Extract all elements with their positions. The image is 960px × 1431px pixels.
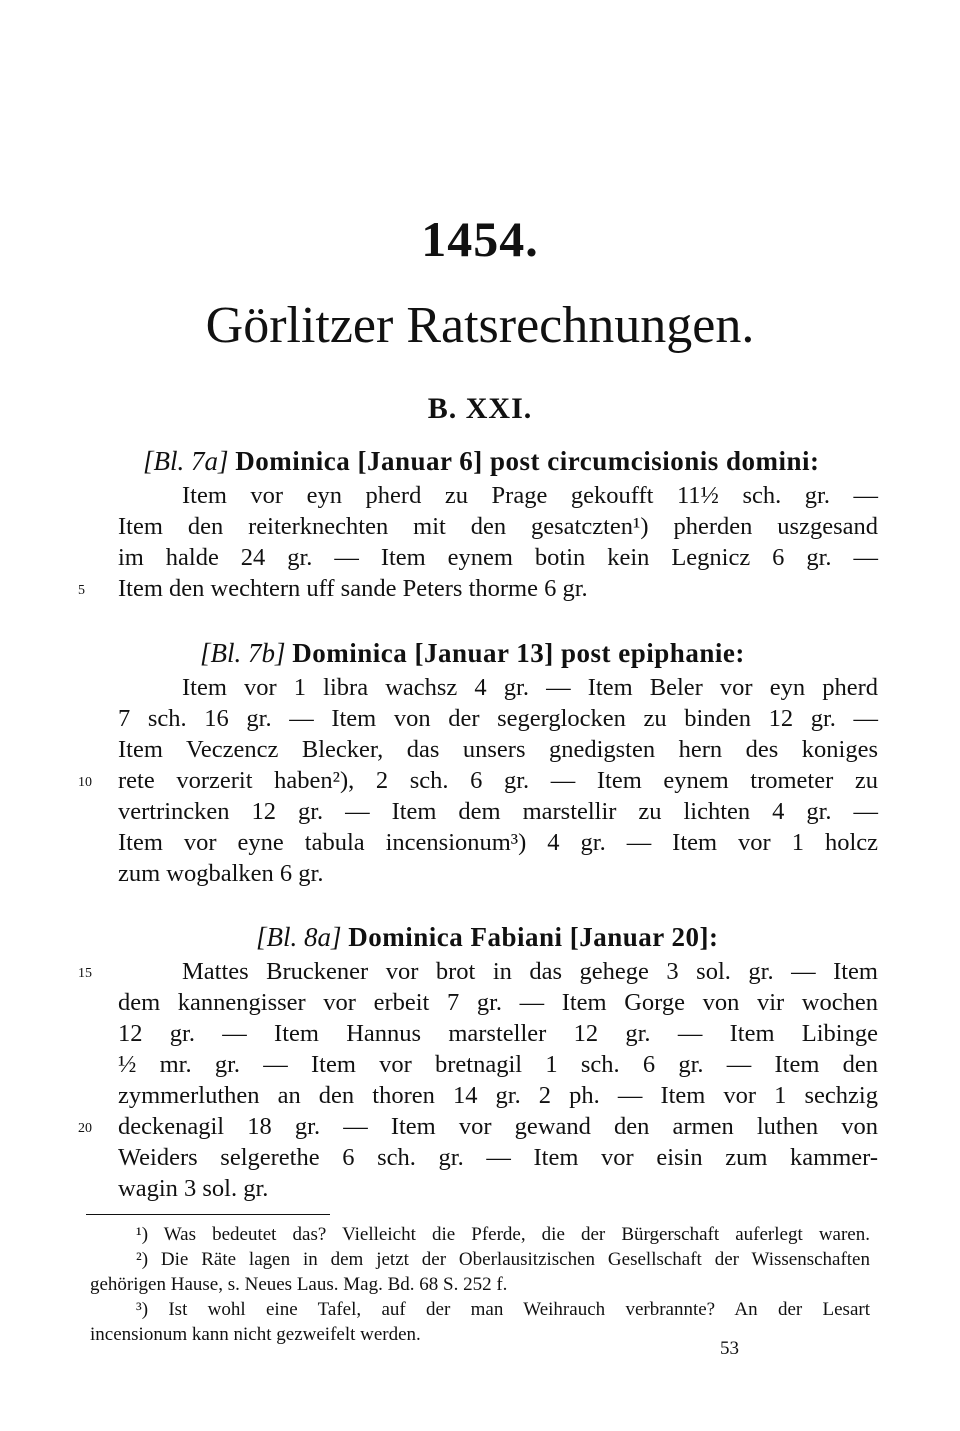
text-line: Item vor eyn pherd zu Prage gekoufft 11½ sch. gr. — [182, 482, 878, 509]
section-bl-7b [78, 638, 878, 889]
text-line: zum wogbalken 6 gr. [118, 860, 324, 887]
text-line: Item Veczencz Blecker, das unsers gnedigsten hern des koniges [118, 736, 878, 763]
page-number: 53 [720, 1338, 739, 1359]
section-heading [118, 922, 878, 956]
text-line: dem kannengisser vor erbeit 7 gr. — Item Gorge von vir wochen [118, 989, 878, 1016]
heading-text: Dominica [Januar 13] post epiphanie: [292, 638, 745, 668]
text-line: 5 Item den wechtern uff sande Peters thorme 6 gr. [118, 573, 878, 604]
text-line: Item vor eyne tabula incensionum³) 4 gr. — Item vor 1 holcz [118, 829, 878, 856]
text-line: 15 Mattes Bruckener vor brot in das gehege 3 sol. gr. — Item [118, 956, 878, 987]
text-line: zymmerluthen an den thoren 14 gr. 2 ph. — Item vor 1 sechzig [118, 1082, 878, 1109]
footnote-2: ²) Die Räte lagen in dem jetzt der Oberlausitzischen Gesellschaft der Wissenschaften [136, 1249, 870, 1270]
volume-label: B. XXI. [427, 392, 533, 425]
heading-text: Dominica [Januar 6] post circumcisionis domini: [235, 446, 820, 476]
text-line: 12 gr. — Item Hannus marsteller 12 gr. — Item Libinge [118, 1020, 878, 1047]
text-line: wagin 3 sol. gr. [118, 1175, 269, 1202]
section-heading [118, 446, 878, 480]
year-heading: 1454. [421, 211, 539, 267]
text-line: Weiders selgerethe 6 sch. gr. — Item vor eisin zum kammer- [118, 1144, 878, 1171]
text-line: 7 sch. 16 gr. — Item von der segerglocken zu binden 12 gr. — [118, 705, 878, 732]
footnote-1: ¹) Was bedeutet das? Vielleicht die Pferde, die der Bürgerschaft auferlegt waren. [136, 1224, 870, 1245]
footnote-3-cont: incensionum kann nicht gezweifelt werden. [90, 1324, 421, 1345]
text-line: vertrincken 12 gr. — Item dem marstellir zu lichten 4 gr. — [118, 798, 878, 825]
line-number: 20 [78, 1121, 92, 1136]
footnote-3: ³) Ist wohl eine Tafel, auf der man Weihrauch verbrannte? An der Lesart [136, 1299, 870, 1320]
line-number: 10 [78, 775, 92, 790]
footnote-2-cont: gehörigen Hause, s. Neues Laus. Mag. Bd. 68 S. 252 f. [90, 1274, 508, 1295]
line-number: 5 [78, 583, 85, 598]
section-bl-8a [78, 922, 878, 1204]
heading-text: Dominica Fabiani [Januar 20]: [348, 922, 719, 952]
section-heading [118, 638, 878, 672]
line-number: 15 [78, 966, 92, 981]
text-line: Item vor 1 libra wachsz 4 gr. — Item Beler vor eyn pherd [182, 674, 878, 701]
document-title: Görlitzer Ratsrechnungen. [205, 297, 755, 354]
folio-ref: [Bl. 7a] [143, 446, 229, 476]
text-line: 20 deckenagil 18 gr. — Item vor gewand den armen luthen von [118, 1111, 878, 1142]
folio-ref: [Bl. 7b] [200, 638, 286, 668]
text-line: Item den reiterknechten mit den gesatczten¹) pherden uszgesand [118, 513, 878, 540]
section-bl-7a [78, 446, 878, 604]
text-line: im halde 24 gr. — Item eynem botin kein Legnicz 6 gr. — [118, 544, 878, 571]
footnote-divider [86, 1214, 330, 1215]
text-line: ½ mr. gr. — Item vor bretnagil 1 sch. 6 gr. — Item den [118, 1051, 878, 1078]
folio-ref: [Bl. 8a] [256, 922, 342, 952]
text-line: 10 rete vorzerit haben²), 2 sch. 6 gr. — Item eynem trometer zu [118, 765, 878, 796]
